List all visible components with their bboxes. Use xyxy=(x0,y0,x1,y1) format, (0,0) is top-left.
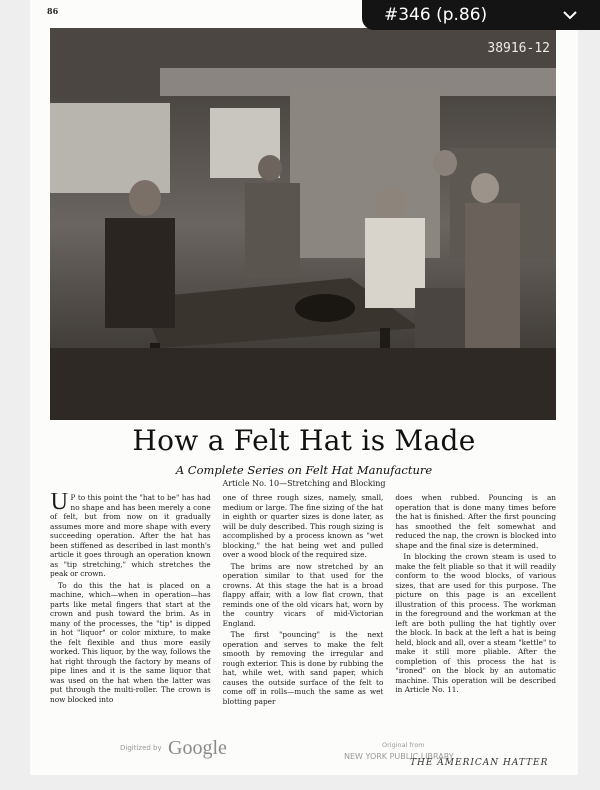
column-2 xyxy=(223,493,384,763)
photo-icon xyxy=(50,28,556,420)
paragraph: To do this the hat is placed on a machine, which—when in operation—has parts like metal fingers that start at the crown and push toward the brim. As in many of the processes, the "tip" is dipped in hot "liquor" or color mixture, to make the felt flexible and thus more easily worked. This liquor, by the way, follows the hat right through the factory by means of pipe lines and it is the same liquor that was used on the hat when the latter was put through the multi-roller. The crown is now blocked into xyxy=(50,580,211,704)
article-title: How a Felt Hat is Made xyxy=(132,424,476,457)
chevron-down-icon[interactable] xyxy=(562,7,578,28)
paragraph: The brims are now stretched by an operation similar to that used for the crowns. At this stage the hat is a broad flappy affair, with a low flat crown, that reminds one of the old vicars hat, worn by the country vicars of mid-Victorian England. xyxy=(222,561,384,628)
page-indicator-badge[interactable] xyxy=(362,0,600,30)
paragraph: U P to this point the "hat to be" has had no shape and has been merely a cone of felt, but from now on it gradually assumes more and more shape with every succeeding operation. After the hat has been stiffened as described in last month's article it goes through an operation known as "tip stretching," which stretches the peak or crown. xyxy=(50,493,211,578)
page-indicator-label: #346 (p.86) xyxy=(384,5,488,25)
paragraph: The first "pouncing" is the next operation and serves to make the felt smooth by removing the irregular and rough exterior. This is done by rubbing the hat, while wet, with sand paper, which causes the outside surface of the felt to come off in rolls—much the same as wet blotting paper xyxy=(222,630,384,706)
running-title: THE AMERICAN HATTER xyxy=(410,758,549,768)
article-number: Article No. 10—Stretching and Blocking xyxy=(222,479,386,488)
catalog-number: 38916-12 xyxy=(487,41,550,56)
library-name: NEW YORK PUBLIC LIBRARY xyxy=(344,752,454,761)
digitized-by: Digitized by xyxy=(120,744,162,752)
column-1 xyxy=(50,493,211,763)
paragraph: In blocking the crown steam is used to make the felt pliable so that it will readily conform to the wood blocks, of various sizes, that are used for this purpose. The picture on this page is an excellent illustration of this process. The workman in the foreground and the workman at the left are both pulling the hat tightly over the block. In back at the left a hat is being held, block and all, over a steam "kettle" to make it still more pliable. After the completion of this process the hat is "ironed" on the block by an automatic machine. This operation will be described in Article No. 11. xyxy=(395,552,556,694)
article-subtitle: A Complete Series on Felt Hat Manufacture xyxy=(175,463,433,477)
workshop-photo xyxy=(50,28,556,420)
article-body xyxy=(50,493,556,763)
document-page xyxy=(30,0,578,775)
paragraph: does when rubbed. Pouncing is an operation that is done many times before the hat is finished. After the first pouncing has smoothed the felt somewhat and reduced the nap, the crown is blocked into shape and the final size is determined. xyxy=(395,493,556,550)
paragraph: one of three rough sizes, namely, small, medium or large. The fine sizing of the hat in eighth or quarter sizes is done later, as will be duly described. This rough sizing is accomplished by a process known as "wet blocking," the hat being wet and pulled over a wood block of the required size. xyxy=(222,493,384,559)
page-number: 86 xyxy=(47,6,59,16)
column-3 xyxy=(395,493,556,763)
drop-cap: U xyxy=(50,493,69,515)
original-from: Original from xyxy=(382,741,425,749)
google-watermark: Google xyxy=(168,737,227,759)
